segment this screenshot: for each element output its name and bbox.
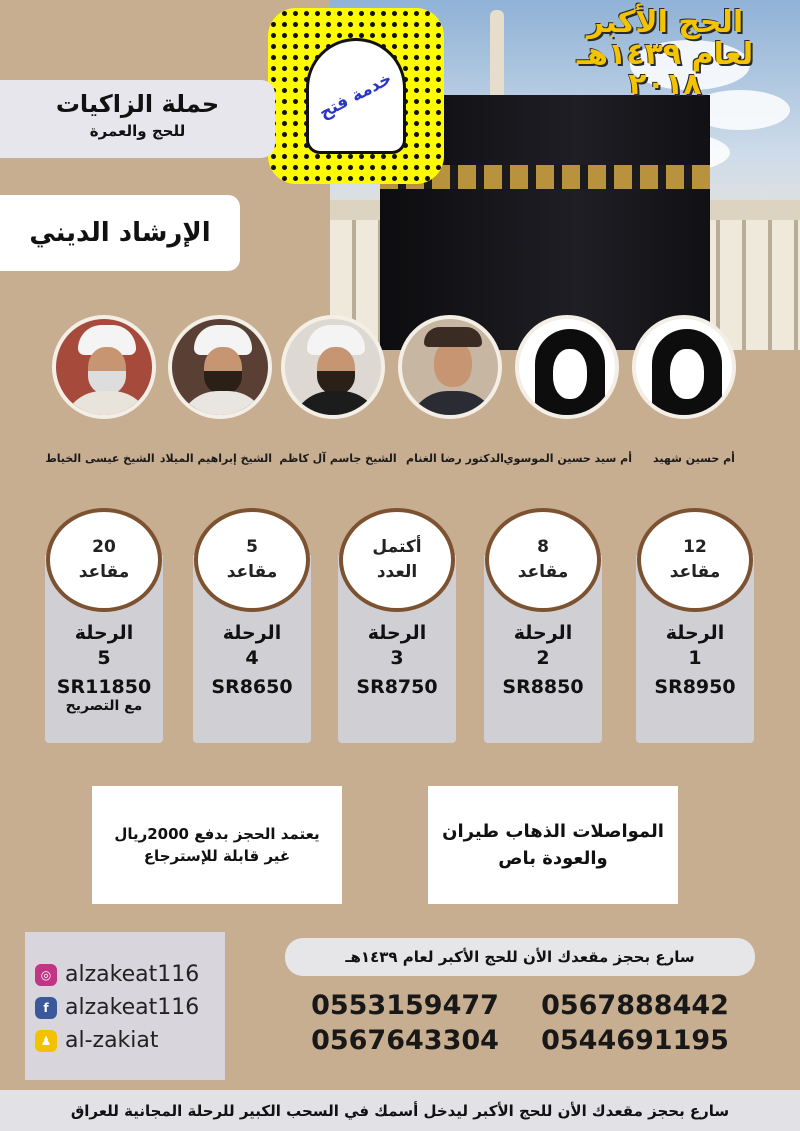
seats-count: 8	[537, 536, 549, 557]
snapchat-handle: al-zakiat	[65, 1028, 159, 1053]
avatar	[281, 315, 385, 419]
footer-banner: سارع بحجز مقعدك الأن للحج الأكبر ليدخل أسمك في السحب الكبير للرحلة المجانية للعراق	[0, 1090, 800, 1131]
seats-count: 20	[92, 536, 116, 557]
facebook-handle: alzakeat116	[65, 995, 200, 1020]
trip-label: الرحلة	[665, 622, 725, 644]
seats-count: 12	[683, 536, 707, 557]
section-title: الإرشاد الديني	[0, 195, 240, 271]
social-instagram[interactable]	[25, 962, 215, 987]
trip-note: مع التصريح	[65, 698, 143, 715]
phone-number[interactable]: 0567643304	[311, 1025, 499, 1056]
trip-number: 2	[536, 646, 550, 669]
social-snapchat[interactable]	[25, 1028, 215, 1053]
phone-numbers	[305, 990, 735, 1056]
org-subtitle: للحج والعمرة	[89, 122, 186, 140]
deposit-line2: غير قابلة للإسترجاع	[143, 847, 291, 865]
transport-line2: والعودة باص	[498, 848, 608, 869]
seats-count: أكتمل	[372, 536, 422, 557]
avatar	[398, 315, 502, 419]
trip-price: SR8950	[654, 676, 736, 699]
snap-text: خدمة فتح	[316, 68, 396, 124]
snapchat-icon: ♟	[35, 1030, 57, 1052]
hajj-title-line1: الحج الأكبر	[586, 5, 744, 40]
instagram-icon: ◎	[35, 964, 57, 986]
seats-badge	[485, 508, 601, 612]
seats-badge	[637, 508, 753, 612]
seats-badge	[194, 508, 310, 612]
hajj-title-line2: لعام ١٤٣٩هـ ٢٠١٨	[576, 37, 754, 102]
trip-number: 4	[245, 646, 259, 669]
social-facebook[interactable]	[25, 995, 215, 1020]
phone-number[interactable]: 0567888442	[541, 990, 729, 1021]
trip-label: الرحلة	[74, 622, 134, 644]
person-name: الشيخ إبراهيم الميلاد	[159, 452, 273, 465]
avatar	[515, 315, 619, 419]
avatar	[632, 315, 736, 419]
seats-label: مقاعد	[669, 562, 721, 582]
trip-price: SR8750	[356, 676, 438, 699]
snapchat-ghost-icon	[306, 38, 406, 154]
trip-price: SR11850	[56, 676, 152, 699]
trip-number: 1	[688, 646, 702, 669]
hajj-title	[545, 5, 785, 102]
trip-label: الرحلة	[513, 622, 573, 644]
transport-info	[428, 786, 678, 904]
avatar	[52, 315, 156, 419]
trip-number: 3	[390, 646, 404, 669]
seats-label: العدد	[376, 562, 418, 582]
booking-cta: سارع بحجز مقعدك الأن للحج الأكبر لعام ١٤٣٩هـ	[285, 938, 755, 976]
person-name: الشيخ عيسى الخياط	[45, 452, 155, 465]
person-name: أم حسين شهيد	[653, 452, 735, 465]
trip-number: 5	[97, 646, 111, 669]
instagram-handle: alzakeat116	[65, 962, 200, 987]
deposit-info	[92, 786, 342, 904]
trip-price: SR8650	[211, 676, 293, 699]
trip-price: SR8850	[502, 676, 584, 699]
transport-line1: المواصلات الذهاب طيران	[442, 821, 664, 842]
person-name: الشيخ جاسم آل كاظم	[279, 452, 397, 465]
person-name: أم سيد حسين الموسوي	[503, 452, 632, 465]
avatar	[168, 315, 272, 419]
facebook-icon: f	[35, 997, 57, 1019]
seats-badge	[46, 508, 162, 612]
deposit-line1: يعتمد الحجز بدفع 2000ريال	[114, 824, 320, 843]
seats-label: مقاعد	[78, 562, 130, 582]
seats-label: مقاعد	[226, 562, 278, 582]
trip-label: الرحلة	[367, 622, 427, 644]
organization-box	[0, 80, 275, 158]
seats-label: مقاعد	[517, 562, 569, 582]
person-name: الدكتور رضا الغنام	[406, 452, 504, 465]
phone-number[interactable]: 0544691195	[541, 1025, 729, 1056]
social-links	[25, 932, 225, 1080]
phone-number[interactable]: 0553159477	[311, 990, 499, 1021]
seats-count: 5	[246, 536, 258, 557]
seats-badge	[339, 508, 455, 612]
org-name: حملة الزاكيات	[55, 90, 220, 118]
trip-label: الرحلة	[222, 622, 282, 644]
snapcode[interactable]	[268, 8, 444, 184]
